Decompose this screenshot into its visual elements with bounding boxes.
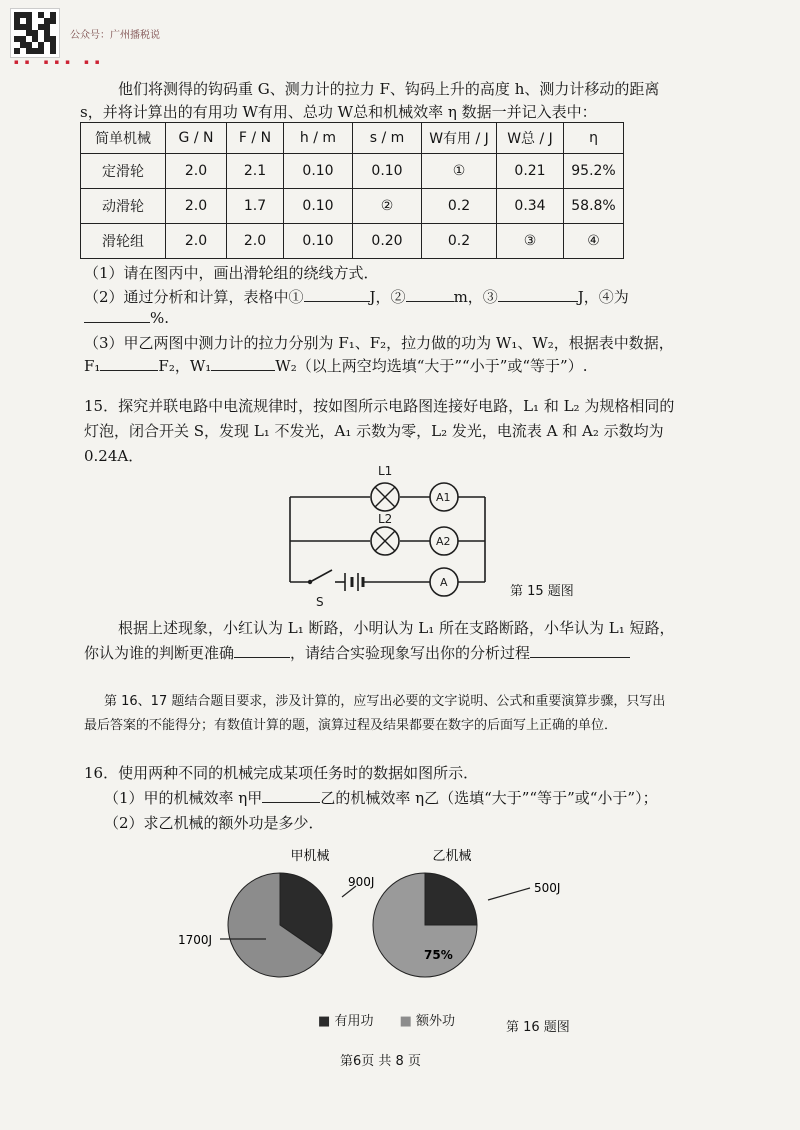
label-s: S <box>316 595 324 609</box>
legend-useful-swatch: ■ <box>318 1014 331 1029</box>
pie-chart-a <box>228 873 332 977</box>
table-cell: 0.21 <box>497 154 564 189</box>
q15-analysis-2 <box>84 642 630 663</box>
switch-s <box>308 570 332 584</box>
q14-part-2-cont <box>84 309 169 327</box>
table-cell: ② <box>353 189 422 224</box>
legend-extra-label: 额外功 <box>416 1014 456 1029</box>
account-tag: 公众号：广州播税说 <box>70 30 160 41</box>
pie-title-a: 甲机械 <box>290 849 330 864</box>
q14-text: J，④为 <box>577 288 629 306</box>
table-row <box>81 154 624 189</box>
data-table <box>80 122 624 259</box>
answer-blank[interactable] <box>304 301 370 302</box>
q15-line-2: 灯泡，闭合开关 S，发现 L₁ 不发光，A₁ 示数为零，L₂ 发光，电流表 A 和 A₂ 示数均为 <box>84 422 664 440</box>
pie-b-useful-label: 500J <box>534 881 561 895</box>
q14-part-3: （3）甲乙两图中测力计的拉力分别为 F₁、F₂，拉力做的功为 W₁、W₂，根据表中数据， <box>84 334 674 352</box>
q15-line-1: 15．探究并联电路中电流规律时，按如图所示电路图连接好电路，L₁ 和 L₂ 为规格相同的 <box>84 397 675 415</box>
red-marks: ▪▪ ▪▪▪ ▪▪ <box>14 58 106 66</box>
table-cell: 2.0 <box>166 154 227 189</box>
table-row <box>81 224 624 259</box>
table-cell: 0.2 <box>422 224 497 259</box>
q16-part-1 <box>104 787 658 808</box>
table-cell: 定滑轮 <box>81 154 166 189</box>
battery <box>345 573 363 591</box>
table-cell: 0.10 <box>284 224 353 259</box>
table-header: η <box>564 123 624 154</box>
q14-text: F₁ <box>84 357 101 375</box>
q14-text: F₂，W₁ <box>158 357 212 375</box>
legend-extra-swatch: ■ <box>399 1014 412 1029</box>
page-number: 第6页 共 8 页 <box>340 1054 421 1069</box>
table-cell: 0.10 <box>284 154 353 189</box>
table-cell: ④ <box>564 224 624 259</box>
q14-text: %. <box>150 309 170 327</box>
table-cell: 2.1 <box>227 154 284 189</box>
answer-blank[interactable] <box>211 370 275 371</box>
answer-blank[interactable] <box>262 802 320 803</box>
q15-line-3: 0.24A． <box>84 447 144 465</box>
table-header: G / N <box>166 123 227 154</box>
table-cell: 95.2% <box>564 154 624 189</box>
table-cell: 动滑轮 <box>81 189 166 224</box>
table-header: s / m <box>353 123 422 154</box>
legend-useful-label: 有用功 <box>334 1014 374 1029</box>
pie-slice-useful <box>425 873 477 925</box>
table-cell: 滑轮组 <box>81 224 166 259</box>
intro-line-2: s，并将计算出的有用功 W有用、总功 W总和机械效率 η 数据一并记入表中： <box>80 103 597 121</box>
answer-blank[interactable] <box>498 301 578 302</box>
q16-part-2: （2）求乙机械的额外功是多少． <box>104 814 324 832</box>
table-cell: 0.2 <box>422 189 497 224</box>
pie-b-extra-label: 75% <box>424 948 453 962</box>
label-l2: L2 <box>378 512 393 526</box>
table-cell: ① <box>422 154 497 189</box>
q14-text: W₂（以上两空均选填“大于”“小于”或“等于”）. <box>275 357 588 375</box>
table-cell: 0.34 <box>497 189 564 224</box>
table-cell: 1.7 <box>227 189 284 224</box>
table-cell: 2.0 <box>227 224 284 259</box>
label-a1: A1 <box>436 491 451 504</box>
legend <box>318 1010 455 1029</box>
q14-part-1: （1）请在图丙中，画出滑轮组的绕线方式． <box>84 264 379 282</box>
qr-code <box>10 8 60 58</box>
figure-15-caption: 第 15 题图 <box>510 584 574 599</box>
q14-part-2 <box>84 286 629 307</box>
label-l1: L1 <box>378 464 393 478</box>
answer-blank[interactable] <box>84 322 150 323</box>
q16-line-1: 16．使用两种不同的机械完成某项任务时的数据如图所示． <box>84 764 479 782</box>
q14-part-3-cont <box>84 355 588 376</box>
table-header: 简单机械 <box>81 123 166 154</box>
table-row <box>81 189 624 224</box>
pie-a-extra-label: 1700J <box>178 933 213 947</box>
pie-a-useful-label: 900J <box>348 875 375 889</box>
answer-blank[interactable] <box>530 657 630 658</box>
label-a: A <box>440 576 448 589</box>
q16-text: （1）甲的机械效率 η甲 <box>104 789 263 807</box>
figure-16-caption: 第 16 题图 <box>506 1020 570 1035</box>
q14-text: m，③ <box>453 288 498 306</box>
q15-analysis-1: 根据上述现象，小红认为 L₁ 断路，小明认为 L₁ 所在支路断路，小华认为 L₁ 短路， <box>118 619 675 637</box>
table-header: h / m <box>284 123 353 154</box>
answer-blank[interactable] <box>100 370 158 371</box>
answer-blank[interactable] <box>406 301 454 302</box>
table-cell: 2.0 <box>166 224 227 259</box>
lamp-l2 <box>371 527 399 555</box>
pie-charts <box>170 840 590 990</box>
table-header: F / N <box>227 123 284 154</box>
pie-title-b: 乙机械 <box>432 849 472 864</box>
q14-text: （2）通过分析和计算，表格中① <box>84 288 304 306</box>
table-header: W有用 / J <box>422 123 497 154</box>
table-cell: 58.8% <box>564 189 624 224</box>
table-cell: ③ <box>497 224 564 259</box>
lamp-l1 <box>371 483 399 511</box>
table-cell: 0.10 <box>284 189 353 224</box>
q16-text: 乙的机械效率 η乙（选填“大于”“等于”或“小于”）； <box>320 789 658 807</box>
table-cell: 0.10 <box>353 154 422 189</box>
instruction-note-2: 最后答案的不能得分；有数值计算的题，演算过程及结果都要在数字的后面写上正确的单位． <box>84 718 618 733</box>
label-a2: A2 <box>436 535 451 548</box>
intro-line-1: 他们将测得的钩码重 G、测力计的拉力 F、钩码上升的高度 h、测力计移动的距离 <box>118 80 660 98</box>
answer-blank[interactable] <box>234 657 290 658</box>
q15-text: ，请结合实验现象写出你的分析过程 <box>290 644 531 662</box>
table-cell: 0.20 <box>353 224 422 259</box>
q14-text: J，② <box>369 288 406 306</box>
table-header: W总 / J <box>497 123 564 154</box>
table-cell: 2.0 <box>166 189 227 224</box>
instruction-note-1: 第 16、17 题结合题目要求，涉及计算的，应写出必要的文字说明、公式和重要演算步骤，只写出 <box>104 694 666 709</box>
q15-text: 你认为谁的判断更准确 <box>84 644 235 662</box>
